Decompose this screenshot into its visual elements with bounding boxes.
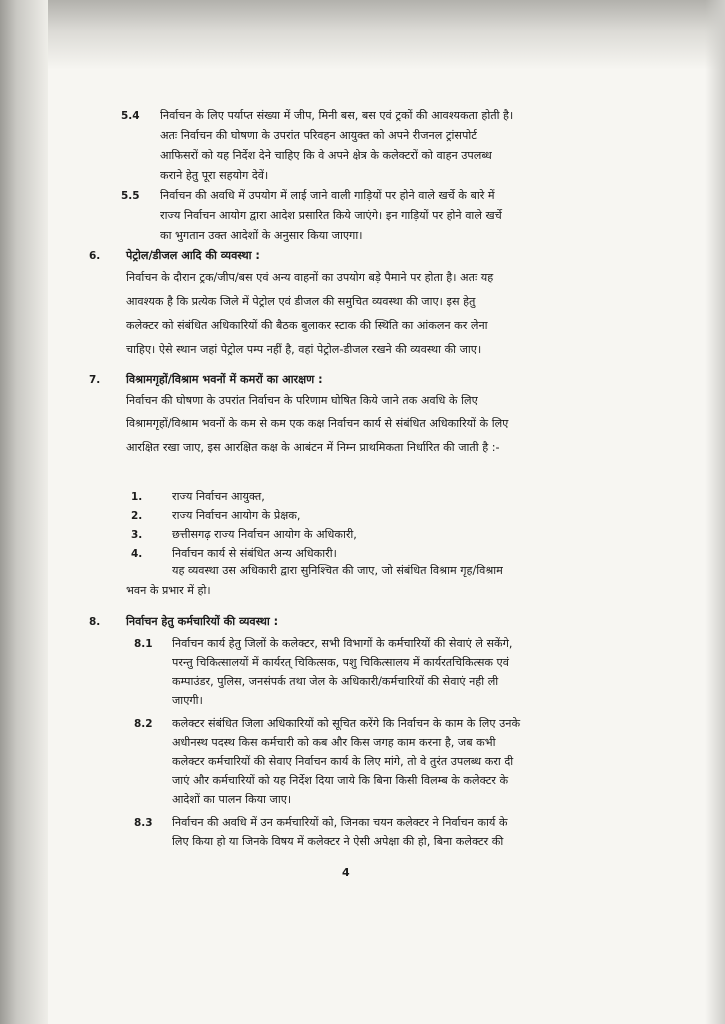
text-line: आरक्षित रखा जाए, इस आरक्षित कक्ष के आबंटन में निम्न प्राथमिकता निर्धारित की जाती है :- (126, 441, 500, 454)
text-line: निर्वाचन के दौरान ट्रक/जीप/बस एवं अन्य वाहनों का उपयोग बड़े पैमाने पर होता है। अतः यह (126, 271, 494, 284)
text-line: विश्रामगृहों/विश्राम भवनों के कम से कम एक कक्ष निर्वाचन कार्य से संबंधित अधिकारियों के लिए (126, 417, 509, 430)
text-line: चाहिए। ऐसे स्थान जहां पेट्रोल पम्प नहीं है, वहां पेट्रोल-डीजल रखने की व्यवस्था की जाए। (126, 343, 482, 356)
section-number: 7. (89, 374, 101, 386)
list-number: 3. (131, 529, 143, 541)
text-line: अधीनस्थ पदस्थ किस कर्मचारी को कब और किस जगह काम करना है, जब कभी (172, 736, 496, 749)
text-line: जाएगी। (172, 694, 203, 707)
section-number: 5.5 (121, 190, 140, 202)
section-number: 8.1 (134, 638, 153, 650)
scan-shadow-left (0, 0, 48, 1024)
text-line: आवश्यक है कि प्रत्येक जिले में पेट्रोल एवं डीजल की समुचित व्यवस्था की जाए। इस हेतु (126, 295, 476, 308)
section-number: 5.4 (121, 110, 140, 122)
list-item: निर्वाचन कार्य से संबंधित अन्य अधिकारी। (172, 547, 337, 560)
scan-shadow-top (0, 0, 725, 70)
section-heading: पेट्रोल/डीजल आदि की व्यवस्था : (126, 249, 260, 262)
text-line: का भुगतान उक्त आदेशों के अनुसार किया जाएगा। (160, 229, 363, 242)
section-heading: निर्वाचन हेतु कर्मचारियों की व्यवस्था : (126, 615, 279, 628)
list-item: राज्य निर्वाचन आयोग के प्रेक्षक, (172, 509, 301, 522)
list-number: 4. (131, 548, 143, 560)
list-number: 1. (131, 491, 143, 503)
text-line: निर्वाचन की अवधि में उन कर्मचारियों को, जिनका चयन कलेक्टर ने निर्वाचन कार्य के (172, 816, 508, 829)
text-line: निर्वाचन की घोषणा के उपरांत निर्वाचन के परिणाम घोषित किये जाने तक अवधि के लिए (126, 394, 478, 407)
text-line: जाएं और कर्मचारियों को यह निर्देश दिया जाये कि बिना किसी विलम्ब के कलेक्टर के (172, 774, 509, 787)
text-line: कलेक्टर संबंधित जिला अधिकारियों को सूचित करेंगे कि निर्वाचन के काम के लिए उनके (172, 717, 521, 730)
list-number: 2. (131, 510, 143, 522)
text-line: परन्तु चिकित्सालयों में कार्यरत् चिकित्सक, पशु चिकित्सालय में कार्यरतचिकित्सक एवं (172, 656, 509, 669)
section-heading: विश्रामगृहों/विश्राम भवनों में कमरों का आरक्षण : (126, 373, 323, 386)
text-line: कम्पाउंडर, पुलिस, जनसंपर्क तथा जेल के अधिकारी/कर्मचारियों की सेवाएं नही ली (172, 675, 499, 688)
text-line: अतः निर्वाचन की घोषणा के उपरांत परिवहन आयुक्त को अपने रीजनल ट्रांसपोर्ट (160, 129, 477, 142)
section-number: 6. (89, 250, 101, 262)
text-line: निर्वाचन के लिए पर्याप्त संख्या में जीप, मिनी बस, बस एवं ट्रकों की आवश्यकता होती है। (160, 109, 514, 122)
text-line: कराने हेतु पूरा सहयोग देवें। (160, 169, 269, 182)
page-number: 4 (342, 866, 350, 879)
text-line: कलेक्टर को संबंधित अधिकारियों की बैठक बुलाकर स्टाक की स्थिति का आंकलन कर लेना (126, 319, 488, 332)
section-number: 8. (89, 616, 101, 628)
text-line: यह व्यवस्था उस अधिकारी द्वारा सुनिश्चित की जाए, जो संबंधित विश्राम गृह/विश्राम (172, 564, 503, 577)
text-line: आदेशों का पालन किया जाए। (172, 793, 292, 806)
text-line: कलेक्टर कर्मचारियों की सेवाए निर्वाचन कार्य के लिए मांगे, तो वे तुरंत उपलब्ध करा दी (172, 755, 514, 768)
list-item: राज्य निर्वाचन आयुक्त, (172, 490, 265, 503)
text-line: निर्वाचन कार्य हेतु जिलों के कलेक्टर, सभी विभागों के कर्मचारियों की सेवाएं ले सकेंगे, (172, 637, 513, 650)
list-item: छत्तीसगढ़ राज्य निर्वाचन आयोग के अधिकारी, (172, 528, 357, 541)
scan-shadow-right (705, 0, 725, 1024)
text-line: राज्य निर्वाचन आयोग द्वारा आदेश प्रसारित किये जाएंगे। इन गाड़ियों पर होने वाले खर्चे (160, 209, 502, 222)
text-line: भवन के प्रभार में हो। (126, 584, 211, 597)
section-number: 8.3 (134, 817, 153, 829)
section-number: 8.2 (134, 718, 153, 730)
text-line: आफिसरों को यह निर्देश देने चाहिए कि वे अपने क्षेत्र के कलेक्टरों को वाहन उपलब्ध (160, 149, 492, 162)
text-line: निर्वाचन की अवधि में उपयोग में लाई जाने वाली गाड़ियों पर होने वाले खर्चे के बारे में (160, 189, 495, 202)
text-line: लिए किया हो या जिनके विषय में कलेक्टर ने ऐसी अपेक्षा की हो, बिना कलेक्टर की (172, 835, 504, 848)
